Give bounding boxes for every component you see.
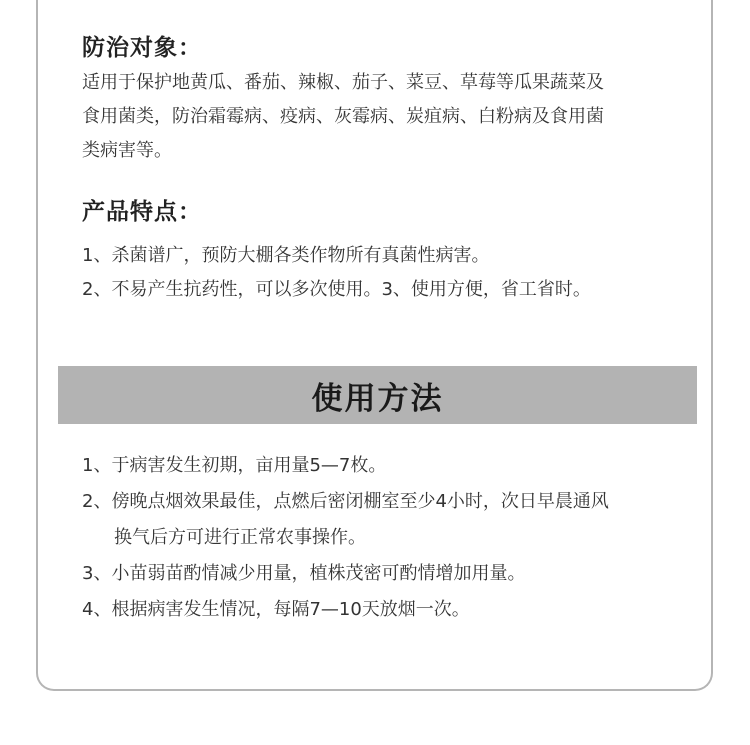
usage-title: 使用方法: [311, 380, 444, 417]
targets-paragraph: [82, 66, 682, 168]
features-list: [82, 239, 682, 307]
usage-item: 4、根据病害发生情况，每隔7—10天放烟一次。: [82, 599, 470, 620]
targets-line: 适用于保护地黄瓜、番茄、辣椒、茄子、菜豆、草莓等瓜果蔬菜及: [82, 72, 604, 93]
usage-item: 3、小苗弱苗酌情减少用量，植株茂密可酌情增加用量。: [82, 563, 526, 584]
features-title: 产品特点：: [82, 199, 202, 225]
usage-item: 2、傍晚点烟效果最佳，点燃后密闭棚室至少4小时，次日早晨通风: [82, 491, 609, 512]
targets-line: 食用菌类，防治霜霉病、疫病、灰霉病、炭疽病、白粉病及食用菌: [82, 106, 604, 127]
usage-item-continuation: 换气后方可进行正常农事操作。: [114, 527, 366, 548]
usage-list: [82, 449, 682, 627]
usage-banner: [58, 366, 697, 424]
features-item: 2、不易产生抗药性，可以多次使用。3、使用方便，省工省时。: [82, 279, 591, 300]
targets-title: 防治对象：: [82, 35, 202, 61]
targets-line: 类病害等。: [82, 140, 172, 161]
features-item: 1、杀菌谱广，预防大棚各类作物所有真菌性病害。: [82, 245, 490, 266]
usage-item: 1、于病害发生初期，亩用量5—7枚。: [82, 455, 387, 476]
